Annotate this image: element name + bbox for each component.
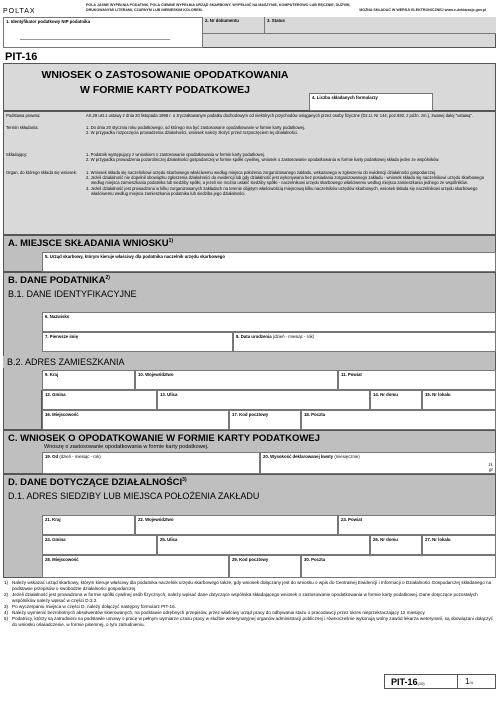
d-county-field[interactable] [338,515,496,535]
field-label: 6. Nazwisko [45,314,70,319]
d-postal-code-field[interactable] [229,555,301,578]
unit-zl: zł, [488,462,493,467]
surname-field[interactable] [42,312,496,332]
organ-item: 2. Jeżeli działalność nie dopełnił obowiązku zgłoszenia działalności do ewidencji lub gdy działalność jest wykonywana bez posiadania zorganizowanego zakładu - wniosek składa się naczelnikowi urzędu skarbowego według miejsca zamieszkania podatnika lub siedziby spółki, a jeżeli nie można ustalić siedziby spółki - naczelnikowi urzędu skarbowego właściwemu według miejsca zamieszkania jednego ze wspólników. [86,175,485,186]
section-b-title: B. DANE PODATNIKA$^{2)}$ [8,275,110,287]
field-label: 10. Województwo [138,372,174,377]
currency-units [489,462,494,472]
start-date-field[interactable] [42,452,260,474]
footnote: 2) Jeżeli działalność jest prowadzona w formie spółki cywilnej osób fizycznych, należy wpisać dane dotyczące wspólnika składającego wniosek o zastosowanie opodatkowania w formie karty podatkowej. Dane dotyczące pozostałych wspólników należy wpisać w części D.3.2. [4,592,478,603]
d-house-number-field[interactable] [370,535,422,555]
basis-label: Podstawa prawna: [6,113,41,118]
field-label: 17. Kod pocztowy [232,412,269,417]
field-label: 29. Kod pocztowy [232,557,269,562]
field-label: 12. Gmina [45,392,66,397]
form-code: PIT-16 [5,51,38,63]
organ-item: 1. Wniosek składa się naczelnikowi urzędu skarbowego właściwemu według miejsca położenia zorganizowanego zakładu, wskazanego w zgłoszeniu do ewidencji działalności gospodarczej. [86,170,437,175]
field-label: 21. Kraj [45,517,61,522]
d-post-office-field[interactable] [301,555,496,578]
field-label: 15. Nr lokalu [425,392,451,397]
form-title [20,68,310,98]
field-label: 8. Data urodzenia [236,334,272,339]
field-label: 9. Kraj [45,372,59,377]
brand-label: POLTAX [3,8,36,15]
commune-field[interactable] [42,390,157,410]
forms-count-field[interactable] [309,93,433,111]
house-number-field[interactable] [370,390,422,410]
field-hint: (dzień - miesiąc - rok) [59,454,101,459]
footer-divider [457,675,458,688]
voivodeship-field[interactable] [135,370,338,390]
status-field [265,17,496,34]
field-label: 5. Urząd skarbowy, którym kieruje właściwy dla podatnika naczelnik urzędu skarbowego [45,254,225,259]
d-country-field[interactable] [42,515,135,535]
d-voivodeship-field[interactable] [135,515,338,535]
submitter-item: 1. Podatnik występujący z wnioskiem o zastosowanie opodatkowania w formie karty podatkowej. [86,152,265,157]
title-line: W FORMIE KARTY PODATKOWEJ [80,84,250,96]
field-label: 20. Wysokość deklarowanej kwoty [263,454,334,459]
footnote: 3) Po wyczerpaniu miejsca w części D, należy dołączyć następny formularz PIT-16. [4,604,176,609]
deadline-text [86,125,492,135]
field-label: 30. Poczta [304,557,326,562]
d1-title: D.1. ADRES SIEDZIBY LUB MIEJSCA POŁOŻENIA ZAKŁADU [8,491,260,502]
organ-text [86,170,492,196]
doc-number-field [203,17,265,34]
field-label: 19. Od [45,454,59,459]
field-label: 18. Poczta [304,412,326,417]
field-label: 26. Nr domu [373,537,398,542]
field-label: 16. Miejscowość [45,412,79,417]
footer-page: 1/4 [465,677,473,686]
field-label: 7. Pierwsze imię [45,334,78,339]
footnotes [4,580,496,628]
d-street-field[interactable] [157,535,370,555]
organ-label: Organ, do którego składa się wniosek: [6,170,77,175]
d-city-field[interactable] [42,555,229,578]
field-label: 25. Ulica [160,537,178,542]
field-label: 4. Liczba składanych formularzy [312,95,378,100]
note-line: MOŻNA SKŁADAĆ W WERSJI ELEKTRONICZNEJ www.e-deklaracje.gov.pl [359,8,486,12]
title-line: WNIOSEK O ZASTOSOWANIE OPODATKOWANIA [41,69,289,81]
tax-office-field[interactable] [42,252,496,272]
apartment-number-field[interactable] [422,390,496,410]
field-label: 23. Powiat [341,517,363,522]
section-b-margin [3,390,42,430]
d-apartment-number-field[interactable] [422,535,496,555]
footnote: 5) Podatnicy, którzy są zatrudnieni na podstawie umowy o pracę w pełnym wymiarze czasu pracy w służbie weterynaryjnej organów administracji publicznej i równocześnie wykonują wolny zawód lekarza weterynarii, są obowiązani dołączyć do wniosku oświadczenie, w formie pisemnej, o tym zatrudnieniu. [4,616,493,627]
country-field[interactable] [42,370,135,390]
field-hint: (miesięcznie) [334,454,360,459]
first-name-field[interactable] [42,332,233,352]
county-field[interactable] [338,370,496,390]
field-hint: (dzień - miesiąc - rok) [272,334,315,339]
field-label: 28. Miejscowość [45,557,79,562]
footnote: 4) Należy wymienić bezrobotnych absolwentów skierowanych, na podstawie odrębnych przepisów, przez właściwy urząd pracy do odbywania stażu u pracodawcy przez okres nieprzekraczający 12 miesięcy. [4,610,426,615]
submitter-item: 2. W przypadku prowadzenia pozarolniczej działalności gospodarczej w formie spółki cywilnej, wniosek o zastosowanie opodatkowania w formie karty podatkowej składa jeden ze wspólników. [86,157,440,163]
field-label: 27. Nr lokalu [425,537,451,542]
field-label: 2. Nr dokumentu [205,18,239,23]
footer-box [384,674,496,689]
instructions-note [86,3,486,13]
deadline-item: 2. W przypadku rozpoczęcia prowadzenia działalności, wniosek należy złożyć przed rozpoczęciem tej działalności. [86,130,299,136]
deadline-label: Termin składania: [6,125,39,130]
d-commune-field[interactable] [42,535,157,555]
section-c-title: C. WNIOSEK O OPODATKOWANIE W FORMIE KARTY PODATKOWEJ [8,433,320,444]
basis-text: Art.29 ust.1 ustawy z dnia 20 listopada 1998 r. o zryczałtowanym podatku dochodowym od niektórych przychodów osiąganych przez osoby fizyczne (Dz.U. Nr 144, poz.930, z późn. zm.), zwanej dalej "ustawą". [86,113,474,118]
postal-code-field[interactable] [229,410,301,430]
city-field[interactable] [42,410,229,430]
field-label: 14. Nr domu [373,392,398,397]
field-label: 24. Gmina [45,537,66,542]
section-c-subtitle: Wnoszę o zastosowanie opodatkowania w formie karty podatkowej. [44,444,209,450]
b2-title: B.2. ADRES ZAMIESZKANIA [3,356,129,368]
birth-date-field[interactable] [233,332,496,352]
field-label: 3. Status [267,18,285,23]
section-a-title: A. MIEJSCE SKŁADANIA WNIOSKU$^{1)}$ [8,238,174,250]
nip-field[interactable] [3,17,203,48]
note-line: POLA JASNE WYPEŁNIA PODATNIK, POLA CIEMNE WYPEŁNIA URZĄD SKARBOWY. WYPEŁNIĆ NA MASZYNIE, KOMPUTEROWO LUB RĘCZNIE, DUŻYMI, [86,3,351,7]
field-label: 1. Identyfikator podatkowy NIP podatnika [6,19,90,24]
field-label: 13. Ulica [160,392,178,397]
field-label: 22. Województwo [138,517,174,522]
submitter-text [86,152,492,162]
unit-gr: gr [488,467,493,472]
post-office-field[interactable] [301,410,496,430]
note-line: DRUKOWANYMI LITERAMI, CZARNYM LUB NIEBIESKIM KOLOREM. [86,8,203,12]
deadline-item: 1. Do dnia 20 stycznia roku podatkowego, od którego ma być zastosowane opodatkowanie w formie karty podatkowej. [86,125,306,130]
street-field[interactable] [157,390,370,410]
section-d-title: D. DANE DOTYCZĄCE DZIAŁALNOŚCI$^{3)}$ [8,477,187,489]
footnote: 1) Należy wskazać urząd skarbowy, którym kieruje właściwy dla podatnika naczelnik urzędu skarbowego także, gdy wniosek dołączany jest do wniosku o wpis do Centralnej Ewidencji i Informacji o Działalności Gospodarczej składanego na podstawie przepisów o swobodzie działalności gospodarczej. [4,580,492,591]
submitter-label: Składający: [6,152,28,157]
organ-item: 3. Jeżeli działalność jest prowadzona w kilku zorganizowanych zakładach na terenie objętym właściwością miejscową kilku naczelników urzędów skarbowych, wniosek składa się naczelnikowi urzędu skarbowego właściwemu według miejsca zamieszkania podatnika lub siedziba jego działalności. [86,185,478,196]
footer-form-code: PIT-16(10) [391,677,425,687]
nip-underline [20,39,170,40]
field-label: 11. Powiat [341,372,362,377]
b1-title: B.1. DANE IDENTYFIKACYJNE [8,289,137,300]
declared-amount-field[interactable] [260,452,496,474]
